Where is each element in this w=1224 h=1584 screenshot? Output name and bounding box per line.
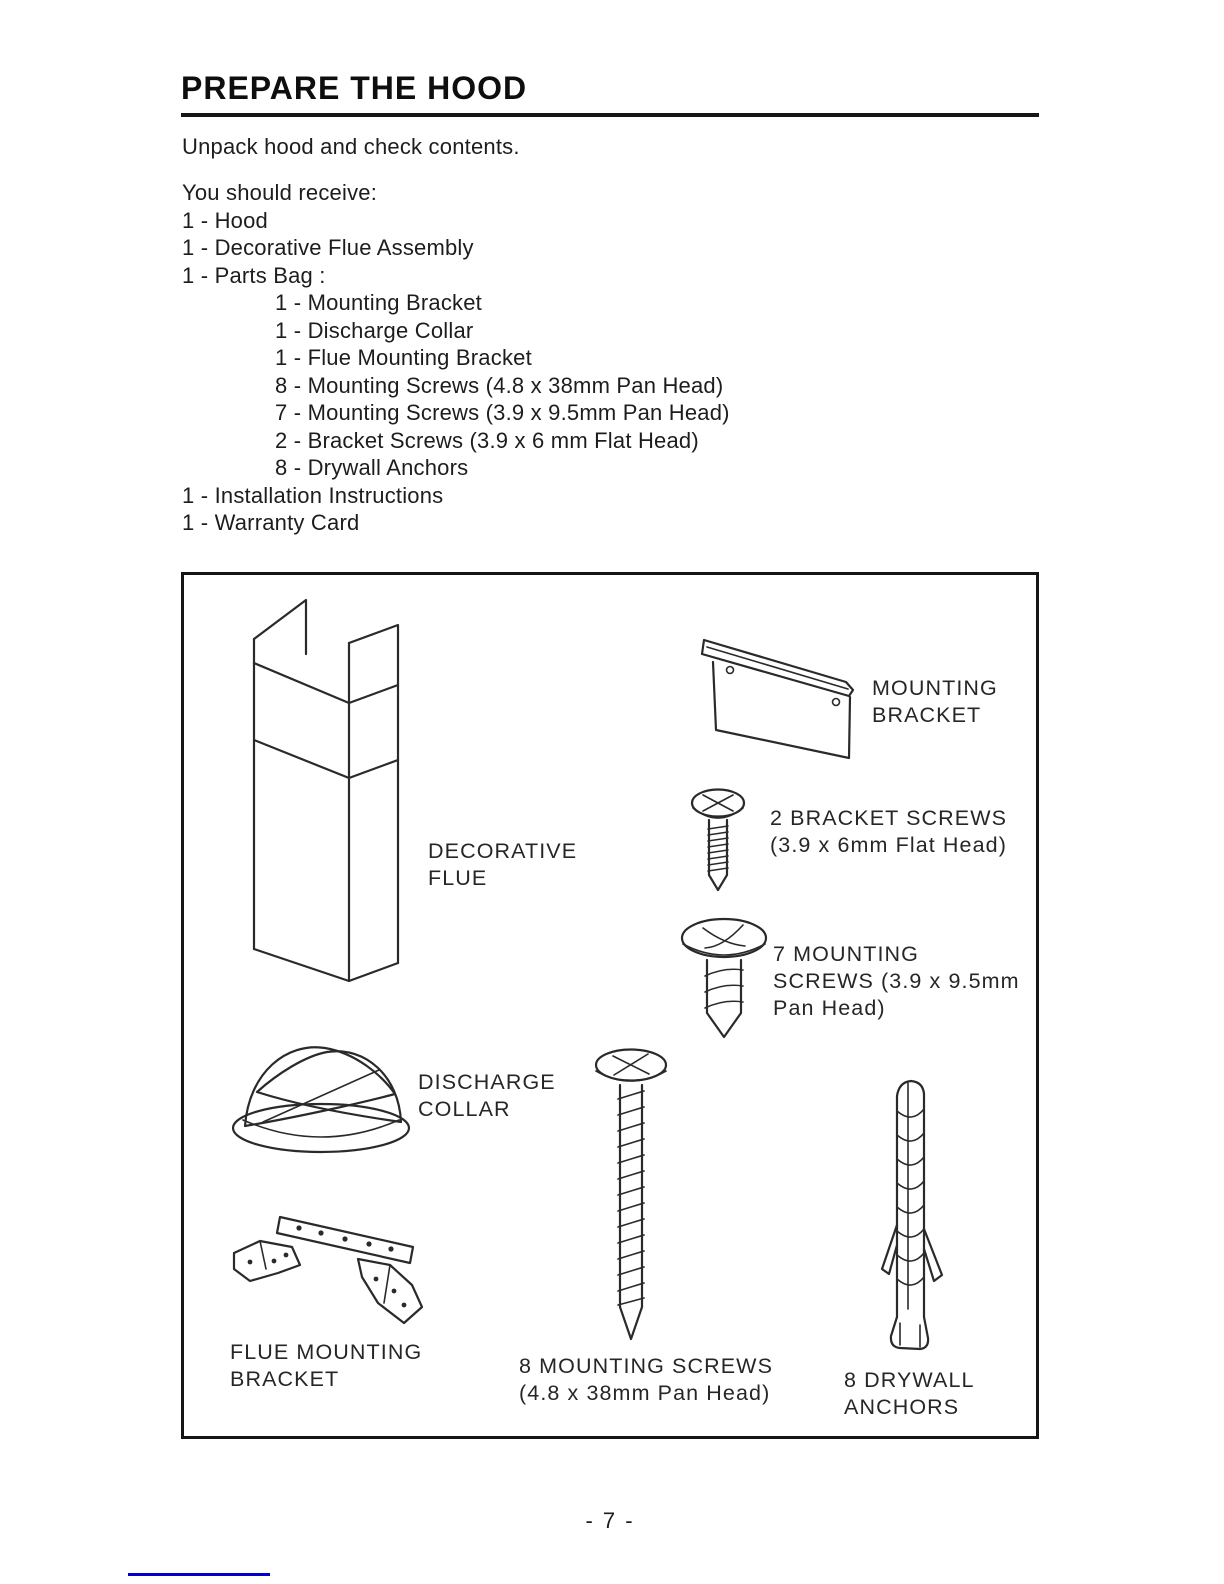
receive-item: 1 - Decorative Flue Assembly <box>182 235 474 260</box>
receive-heading: You should receive: <box>182 180 378 205</box>
drywall-anchor-drawing <box>876 1077 948 1354</box>
parts-bag-item: 2 - Bracket Screws (3.9 x 6 mm Flat Head) <box>275 427 699 453</box>
mounting-screw-8-drawing <box>591 1047 671 1349</box>
drywall-anchors-label: 8 DRYWALL ANCHORS <box>844 1368 975 1419</box>
parts-bag-item: 1 - Discharge Collar <box>275 317 474 343</box>
mounting-bracket-label: MOUNTING BRACKET <box>872 676 998 727</box>
flue-mounting-bracket-label: FLUE MOUNTING BRACKET <box>230 1340 423 1391</box>
receive-list <box>182 179 730 537</box>
parts-bag-item: 8 - Mounting Screws (4.8 x 38mm Pan Head) <box>275 372 724 398</box>
footer-blue-line <box>128 1573 270 1576</box>
parts-bag-item: 7 - Mounting Screws (3.9 x 9.5mm Pan Head) <box>275 400 730 425</box>
decorative-flue-drawing <box>250 597 402 987</box>
mounting-bracket-drawing <box>700 631 860 763</box>
parts-bag-item: 1 - Mounting Bracket <box>275 290 482 315</box>
receive-item: 1 - Hood <box>182 207 268 233</box>
discharge-collar-label: DISCHARGE COLLAR <box>418 1070 556 1121</box>
receive-item: 1 - Warranty Card <box>182 510 360 535</box>
parts-bag-item: 1 - Flue Mounting Bracket <box>275 345 532 370</box>
mounting-screws-7-label: 7 MOUNTING SCREWS (3.9 x 9.5mm Pan Head) <box>773 942 1020 1020</box>
discharge-collar-drawing <box>229 1030 414 1158</box>
flue-mounting-bracket-drawing <box>226 1207 436 1335</box>
parts-diagram-box <box>181 572 1039 1439</box>
mounting-screw-7-drawing <box>679 917 769 1041</box>
page-title: PREPARE THE HOOD <box>181 70 528 106</box>
receive-item: 1 - Parts Bag : <box>182 262 326 288</box>
parts-bag-list <box>182 289 730 482</box>
intro-text: Unpack hood and check contents. <box>182 134 520 159</box>
bracket-screw-drawing <box>689 787 749 895</box>
page-number: - 7 - <box>585 1508 635 1533</box>
mounting-screws-8-label: 8 MOUNTING SCREWS (4.8 x 38mm Pan Head) <box>519 1354 774 1405</box>
parts-bag-item: 8 - Drywall Anchors <box>275 455 469 480</box>
decorative-flue-label: DECORATIVE FLUE <box>428 839 578 890</box>
title-underline <box>181 113 1039 117</box>
bracket-screws-label: 2 BRACKET SCREWS (3.9 x 6mm Flat Head) <box>770 806 1008 857</box>
receive-item: 1 - Installation Instructions <box>182 482 444 508</box>
